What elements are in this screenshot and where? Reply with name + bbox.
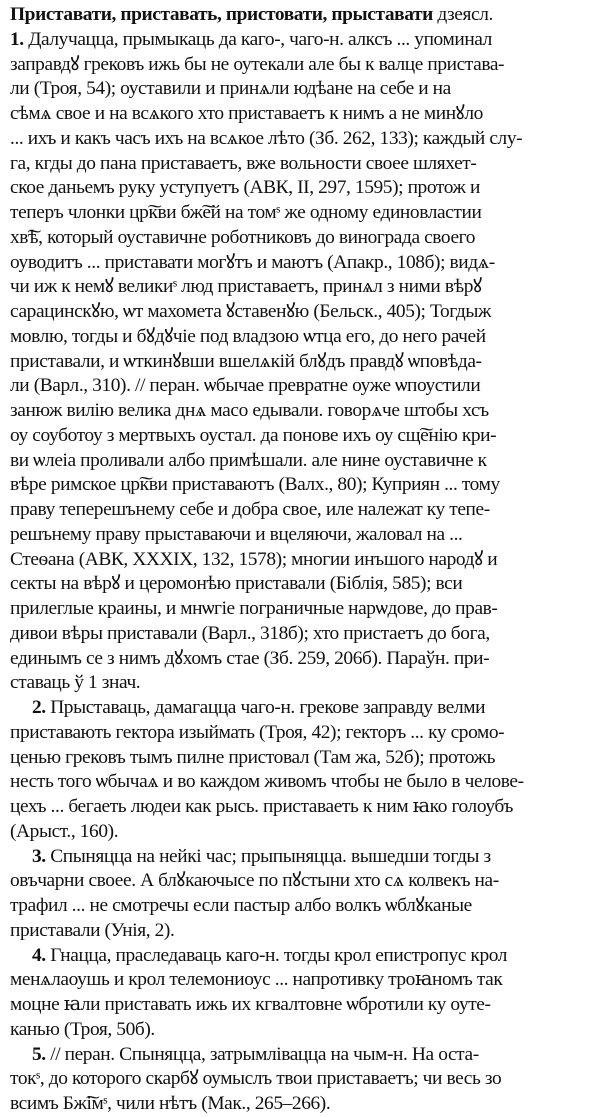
- sense-number: 1.: [10, 28, 24, 50]
- sense-number: 3.: [32, 845, 46, 867]
- sense-text: // перан. Спыняцца, затрымлівацца на чым-н. На оста- токˢ, до которого скарбꙋ оумыслъ твои приставаетъ; чи весь зо всимъ Бж͠імˢ, чили нѣтъ (Мак., 265–266).: [10, 1043, 502, 1114]
- sense-number: 2.: [32, 697, 46, 718]
- sense-text: Гнацца, праследаваць каго-н. тогды крол епистропус крол менѧлаоушь и крол телемониоус ... напротивку троꙗномъ так моцне ꙗли приставать ижь их кгвалтовне ѡбротили ку оуте- канью (Троя, 50б).: [10, 944, 508, 1040]
- entry-sense-3: [10, 845, 591, 944]
- entry-sense-4: [10, 944, 591, 1043]
- entry-headword: Приставати, приставать, пристовати, прыставати: [10, 4, 433, 25]
- entry-label: дзеясл.: [437, 4, 493, 25]
- entry-sense-1: [10, 3, 591, 696]
- sense-text: Далучацца, прымыкаць да каго-, чаго-н. алксъ ... упоминал заправдꙋ грековъ ижь бы не оутекали але бы к валце пристава- ли (Троя, 54); оуставили и принѧли юдѣане на себе и на сѣмѧ свое и на всѧкого хто приставаетъ к нимъ а не минꙋло ... ихъ и какъ часъ ихъ на всѧкое лѣто (Зб. 262, 133); каждый слу- га, кгды до пана приставаетъ, вже вольности своее шляхет- ское даньемъ руку уступуетъ (АВК, II, 297, 1595); протож и теперъ члонки цр͠кви бж͠ей на томˢ же одному единовластии хв͠ѣ, который оуставичне роботниковъ до винограда своего оуводитъ ... приставати могꙋтъ и маютъ (Апакр., 108б); видѧ- чи иж к немꙋ великиˢ люд приставаетъ, принѧл з ними вѣрꙋ сарацинскꙋю, ѡт махомета ꙋставенꙋю (Бельск., 405); Тогдыж мовлю, тогды и бꙋдꙋчіе под владзою ѡтца его, до него рачей приставали, и ѡткинꙋвши вшелѧкій блꙋдъ правдꙋ ѡповѣда- ли (Варл., 310). // перан. ѡбычае превратне оуже ѡпоустили занюж вилiю велика днѧ масо едывали. говорѧче штобы хсъ оу соуботоу з мертвыхъ оустал. да понове ихъ оу сщ͠енiю кри- ви ѡлеiа проливали албо примѣшали. але нине оуставичне к вѣре римское цр͠кви приставаютъ (Валх., 80); Куприян ... тому праву теперешънему себе и добра свое, иле належат ку тепе- решънему праву прыставаючи и вцеляючи, жаловал на ... Стеѳана (АВК, XXXIX, 132, 1578); многии инъшого народꙋ и секты на вѣрꙋ и церомонѣю приставали (Біблія, 585); вси прилеглые краины, и мнѡгіе пограничные нарѡдове, до прав- дивои вѣры приставали (Варл., 318б); хто пристаетъ до бога, единымъ се з нимъ дꙋхомъ стае (Зб. 259, 206б). Параўн. при- ставаць ў 1 знач.: [10, 28, 523, 694]
- sense-number: 4.: [32, 944, 46, 966]
- sense-text: Прыставаць, дамагацца чаго-н. грекове заправду велми приставають гектора изыймать (Троя, 42); гекторъ ... ку сромо- ценью грековъ тымъ пилне пристовал (Там жа, 52б); протожь несть того ѡбычаѧ и во каждом живомъ чтобы не было в челове- цехъ ... бегаеть людеи как рысь. приставаеть к ним ꙗко голоубъ (Арыст., 160).: [10, 697, 524, 842]
- entry-sense-2: [10, 696, 591, 845]
- sense-text: Спыняцца на нейкі час; прыпыняцца. вышедши тогды з овъчарни своее. А блꙋкаючысе по пꙋстыни хто сѧ колвекъ на- трафил ... не смотречы если пастыр албо волкъ ѡблꙋканые приставали (Унія, 2).: [10, 845, 499, 941]
- entry-sense-5: [10, 1043, 591, 1117]
- sense-number: 5.: [32, 1043, 46, 1065]
